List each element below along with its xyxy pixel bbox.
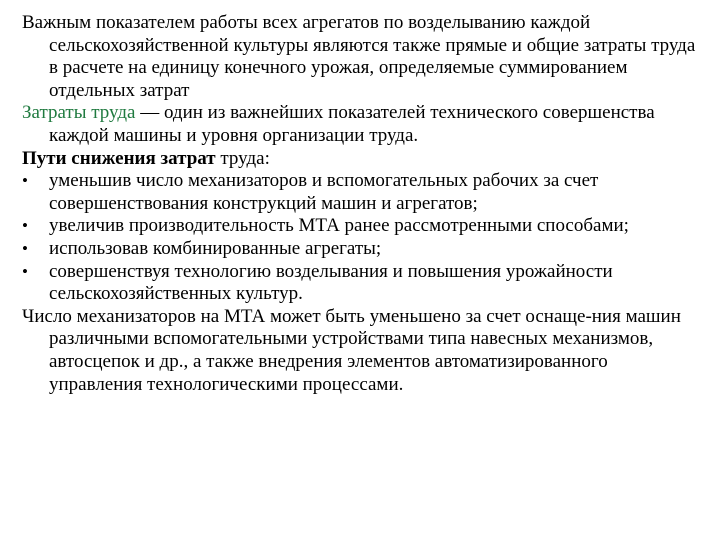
list-item — [22, 170, 700, 215]
labor-costs-definition: — один из важнейших показателей технического совершенства каждой машины и уровня организации труда. — [49, 102, 655, 146]
intro-paragraph: Важным показателем работы всех агрегатов по возделыванию каждой сельскохозяйственной культуры являются также прямые и общие затраты труда в расчете на единицу конечного урожая, определяемые суммированием отдельных затрат — [22, 12, 696, 101]
list-item-text: совершенствуя технологию возделывания и повышения урожайности сельскохозяйственных культур. — [49, 260, 613, 305]
list-item-text: использовав комбинированные агрегаты; — [49, 237, 382, 259]
list-item — [22, 215, 700, 238]
list-item — [22, 261, 700, 306]
closing-paragraph: Число механизаторов на МТА может быть уменьшено за счет оснаще-ния машин различными вспомогательными устройствами типа навесных механизмов, автосцепок и др., а также внедрения элементов автоматизированного управления технологическими процессами. — [22, 305, 681, 395]
labor-costs-term: Затраты труда — [22, 102, 136, 124]
bullet-icon: • — [22, 261, 28, 281]
bullet-icon: • — [22, 216, 28, 236]
labor-costs-paragraph — [22, 102, 700, 147]
list-item-text: увеличив производительность МТА ранее рассмотренными способами; — [49, 215, 629, 237]
bullet-icon: • — [22, 171, 28, 191]
ways-heading-bold: Пути снижения затрат — [22, 147, 216, 169]
list-item-text: уменьшив число механизаторов и вспомогательных рабочих за счет совершенствования конструкций машин и агрегатов; — [49, 170, 599, 214]
ways-heading — [22, 148, 700, 171]
ways-heading-rest: труда: — [215, 147, 270, 169]
list-item — [22, 238, 700, 261]
bullet-icon: • — [22, 238, 28, 258]
